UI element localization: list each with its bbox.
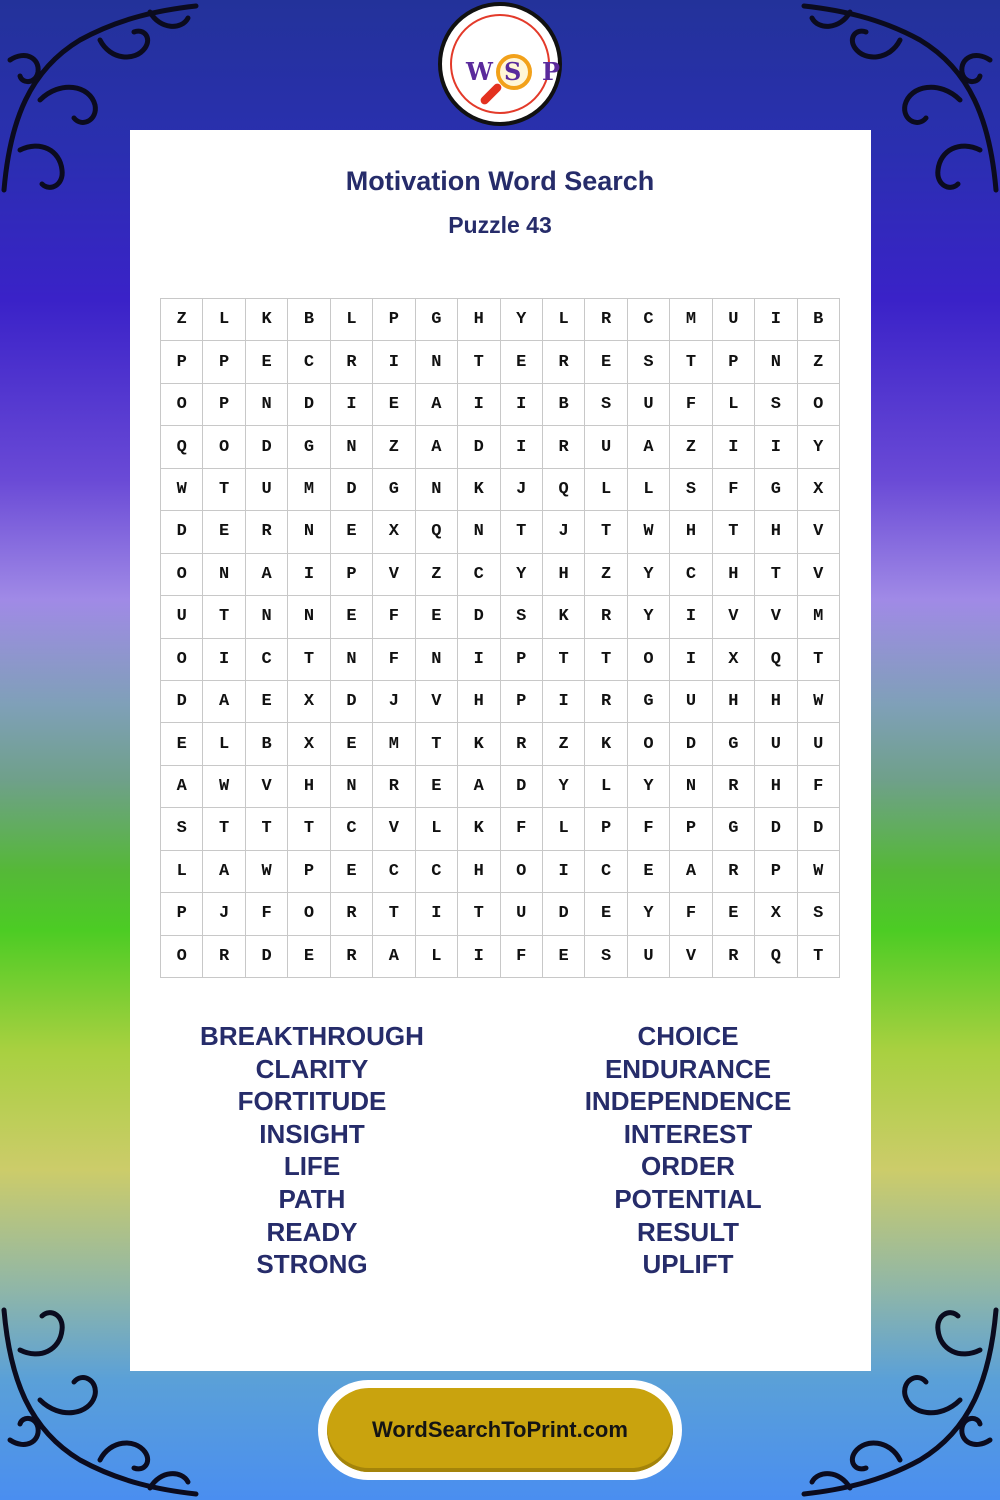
grid-cell[interactable]: X bbox=[713, 639, 755, 681]
grid-cell[interactable]: R bbox=[543, 341, 585, 383]
grid-cell[interactable]: I bbox=[543, 851, 585, 893]
word-list-item: ORDER bbox=[641, 1151, 735, 1182]
grid-cell[interactable]: O bbox=[161, 936, 203, 978]
grid-cell[interactable]: F bbox=[628, 808, 670, 850]
grid-cell[interactable]: C bbox=[288, 341, 330, 383]
grid-cell[interactable]: P bbox=[161, 893, 203, 935]
grid-cell[interactable]: Q bbox=[755, 639, 797, 681]
grid-cell[interactable]: D bbox=[458, 426, 500, 468]
grid-cell[interactable]: I bbox=[543, 681, 585, 723]
grid-cell[interactable]: C bbox=[331, 808, 373, 850]
grid-cell[interactable]: D bbox=[755, 808, 797, 850]
grid-cell[interactable]: Z bbox=[373, 426, 415, 468]
grid-cell[interactable]: N bbox=[670, 766, 712, 808]
word-list-item: INTEREST bbox=[623, 1118, 753, 1149]
grid-cell[interactable]: E bbox=[331, 596, 373, 638]
grid-cell[interactable]: T bbox=[585, 639, 627, 681]
grid-cell[interactable]: K bbox=[458, 808, 500, 850]
grid-cell[interactable]: E bbox=[713, 893, 755, 935]
grid-cell[interactable]: U bbox=[755, 723, 797, 765]
grid-cell[interactable]: F bbox=[373, 596, 415, 638]
grid-cell[interactable]: F bbox=[246, 893, 288, 935]
grid-cell[interactable]: E bbox=[246, 681, 288, 723]
letter-grid bbox=[160, 298, 840, 978]
grid-cell[interactable]: L bbox=[331, 299, 373, 341]
grid-cell[interactable]: E bbox=[543, 936, 585, 978]
grid-cell[interactable]: K bbox=[543, 596, 585, 638]
grid-cell[interactable]: R bbox=[713, 936, 755, 978]
grid-cell[interactable]: L bbox=[416, 936, 458, 978]
grid-cell[interactable]: W bbox=[798, 851, 840, 893]
grid-cell[interactable]: T bbox=[288, 808, 330, 850]
grid-cell[interactable]: N bbox=[246, 384, 288, 426]
grid-cell[interactable]: E bbox=[331, 723, 373, 765]
grid-cell[interactable]: W bbox=[203, 766, 245, 808]
grid-cell[interactable]: R bbox=[246, 511, 288, 553]
grid-cell[interactable]: W bbox=[628, 511, 670, 553]
grid-cell[interactable]: Y bbox=[628, 766, 670, 808]
grid-cell[interactable]: F bbox=[798, 766, 840, 808]
page-title: Motivation Word Search bbox=[345, 166, 655, 196]
grid-cell[interactable]: I bbox=[458, 384, 500, 426]
word-list-item: ENDURANCE bbox=[604, 1053, 772, 1084]
grid-cell[interactable]: N bbox=[755, 341, 797, 383]
grid-cell[interactable]: L bbox=[585, 469, 627, 511]
grid-cell[interactable]: T bbox=[203, 596, 245, 638]
grid-cell[interactable]: D bbox=[798, 808, 840, 850]
word-list-item: STRONG bbox=[256, 1249, 368, 1280]
grid-cell[interactable]: T bbox=[288, 639, 330, 681]
grid-cell[interactable]: H bbox=[755, 511, 797, 553]
word-list-left bbox=[112, 1020, 512, 1281]
grid-cell[interactable]: D bbox=[161, 511, 203, 553]
grid-cell[interactable]: C bbox=[628, 299, 670, 341]
grid-cell[interactable]: R bbox=[331, 893, 373, 935]
grid-cell[interactable]: Y bbox=[628, 554, 670, 596]
grid-cell[interactable]: L bbox=[585, 766, 627, 808]
grid-cell[interactable]: L bbox=[543, 299, 585, 341]
grid-cell[interactable]: T bbox=[458, 893, 500, 935]
grid-cell[interactable]: W bbox=[246, 851, 288, 893]
word-list-item: INDEPENDENCE bbox=[584, 1086, 792, 1117]
grid-cell[interactable]: Y bbox=[628, 893, 670, 935]
grid-cell[interactable]: S bbox=[585, 384, 627, 426]
grid-cell[interactable]: O bbox=[628, 723, 670, 765]
grid-cell[interactable]: D bbox=[161, 681, 203, 723]
grid-cell[interactable]: P bbox=[373, 299, 415, 341]
word-list-right bbox=[488, 1020, 888, 1281]
grid-cell[interactable]: Z bbox=[161, 299, 203, 341]
grid-cell[interactable]: C bbox=[246, 639, 288, 681]
grid-cell[interactable]: H bbox=[755, 766, 797, 808]
grid-cell[interactable]: E bbox=[585, 893, 627, 935]
grid-cell[interactable]: F bbox=[373, 639, 415, 681]
grid-cell[interactable]: P bbox=[331, 554, 373, 596]
grid-cell[interactable]: K bbox=[585, 723, 627, 765]
grid-cell[interactable]: D bbox=[246, 936, 288, 978]
grid-cell[interactable]: S bbox=[670, 469, 712, 511]
grid-cell[interactable]: A bbox=[161, 766, 203, 808]
grid-cell[interactable]: P bbox=[501, 639, 543, 681]
grid-cell[interactable]: U bbox=[628, 936, 670, 978]
grid-cell[interactable]: I bbox=[501, 384, 543, 426]
grid-cell[interactable]: A bbox=[458, 766, 500, 808]
grid-cell[interactable]: F bbox=[501, 808, 543, 850]
grid-cell[interactable]: E bbox=[288, 936, 330, 978]
grid-cell[interactable]: A bbox=[246, 554, 288, 596]
grid-cell[interactable]: O bbox=[798, 384, 840, 426]
grid-cell[interactable]: B bbox=[246, 723, 288, 765]
grid-cell[interactable]: K bbox=[458, 469, 500, 511]
grid-cell[interactable]: M bbox=[373, 723, 415, 765]
grid-cell[interactable]: U bbox=[670, 681, 712, 723]
grid-cell[interactable]: Q bbox=[161, 426, 203, 468]
grid-cell[interactable]: R bbox=[331, 341, 373, 383]
grid-cell[interactable]: T bbox=[501, 511, 543, 553]
grid-cell[interactable]: N bbox=[203, 554, 245, 596]
grid-cell[interactable]: D bbox=[501, 766, 543, 808]
grid-cell[interactable]: B bbox=[288, 299, 330, 341]
grid-cell[interactable]: H bbox=[543, 554, 585, 596]
grid-cell[interactable]: F bbox=[713, 469, 755, 511]
grid-cell[interactable]: N bbox=[331, 639, 373, 681]
grid-cell[interactable]: T bbox=[713, 511, 755, 553]
grid-cell[interactable]: L bbox=[416, 808, 458, 850]
grid-cell[interactable]: N bbox=[416, 341, 458, 383]
grid-cell[interactable]: C bbox=[585, 851, 627, 893]
grid-cell[interactable]: I bbox=[755, 426, 797, 468]
grid-cell[interactable]: E bbox=[501, 341, 543, 383]
grid-cell[interactable]: N bbox=[458, 511, 500, 553]
grid-cell[interactable]: E bbox=[373, 384, 415, 426]
grid-cell[interactable]: V bbox=[798, 511, 840, 553]
grid-cell[interactable]: G bbox=[755, 469, 797, 511]
grid-cell[interactable]: L bbox=[628, 469, 670, 511]
grid-cell[interactable]: V bbox=[755, 596, 797, 638]
grid-cell[interactable]: O bbox=[288, 893, 330, 935]
grid-cell[interactable]: D bbox=[246, 426, 288, 468]
grid-cell[interactable]: O bbox=[161, 384, 203, 426]
word-list-item: RESULT bbox=[636, 1216, 740, 1247]
grid-cell[interactable]: G bbox=[713, 808, 755, 850]
grid-cell[interactable]: N bbox=[416, 639, 458, 681]
grid-cell[interactable]: P bbox=[288, 851, 330, 893]
grid-cell[interactable]: O bbox=[628, 639, 670, 681]
grid-cell[interactable]: X bbox=[288, 723, 330, 765]
grid-cell[interactable]: D bbox=[543, 893, 585, 935]
grid-cell[interactable]: A bbox=[670, 851, 712, 893]
word-list-item: UPLIFT bbox=[642, 1249, 734, 1280]
grid-cell[interactable]: Q bbox=[755, 936, 797, 978]
grid-cell[interactable]: Y bbox=[798, 426, 840, 468]
word-list-item: CLARITY bbox=[255, 1053, 369, 1084]
grid-cell[interactable]: Y bbox=[543, 766, 585, 808]
grid-cell[interactable]: E bbox=[585, 341, 627, 383]
grid-cell[interactable]: K bbox=[458, 723, 500, 765]
grid-cell[interactable]: K bbox=[246, 299, 288, 341]
grid-cell[interactable]: V bbox=[670, 936, 712, 978]
grid-cell[interactable]: N bbox=[331, 426, 373, 468]
grid-cell[interactable]: R bbox=[501, 723, 543, 765]
grid-cell[interactable]: J bbox=[543, 511, 585, 553]
grid-cell[interactable]: D bbox=[670, 723, 712, 765]
grid-cell[interactable]: T bbox=[373, 893, 415, 935]
grid-cell[interactable]: P bbox=[161, 341, 203, 383]
grid-cell[interactable]: V bbox=[713, 596, 755, 638]
grid-cell[interactable]: V bbox=[373, 808, 415, 850]
grid-cell[interactable]: V bbox=[798, 554, 840, 596]
grid-cell[interactable]: A bbox=[628, 426, 670, 468]
grid-cell[interactable]: M bbox=[670, 299, 712, 341]
grid-cell[interactable]: Y bbox=[501, 299, 543, 341]
grid-cell[interactable]: J bbox=[501, 469, 543, 511]
grid-cell[interactable]: G bbox=[713, 723, 755, 765]
grid-cell[interactable]: L bbox=[713, 384, 755, 426]
grid-cell[interactable]: V bbox=[246, 766, 288, 808]
grid-cell[interactable]: R bbox=[585, 299, 627, 341]
grid-cell[interactable]: A bbox=[203, 851, 245, 893]
grid-cell[interactable]: U bbox=[246, 469, 288, 511]
grid-cell[interactable]: T bbox=[458, 341, 500, 383]
grid-cell[interactable]: T bbox=[798, 936, 840, 978]
grid-cell[interactable]: M bbox=[288, 469, 330, 511]
grid-cell[interactable]: P bbox=[713, 341, 755, 383]
grid-cell[interactable]: Z bbox=[585, 554, 627, 596]
grid-cell[interactable]: Q bbox=[416, 511, 458, 553]
grid-cell[interactable]: Q bbox=[543, 469, 585, 511]
grid-cell[interactable]: P bbox=[755, 851, 797, 893]
grid-cell[interactable]: X bbox=[798, 469, 840, 511]
grid-cell[interactable]: P bbox=[501, 681, 543, 723]
grid-cell[interactable]: X bbox=[288, 681, 330, 723]
grid-cell[interactable]: S bbox=[755, 384, 797, 426]
word-list-item: INSIGHT bbox=[259, 1118, 365, 1149]
grid-cell[interactable]: E bbox=[331, 851, 373, 893]
grid-cell[interactable]: O bbox=[161, 554, 203, 596]
grid-cell[interactable]: J bbox=[373, 681, 415, 723]
grid-cell[interactable]: H bbox=[713, 681, 755, 723]
grid-cell[interactable]: N bbox=[331, 766, 373, 808]
grid-cell[interactable]: I bbox=[670, 596, 712, 638]
grid-cell[interactable]: R bbox=[203, 936, 245, 978]
grid-cell[interactable]: I bbox=[373, 341, 415, 383]
grid-cell[interactable]: T bbox=[246, 808, 288, 850]
grid-cell[interactable]: Y bbox=[628, 596, 670, 638]
grid-cell[interactable]: T bbox=[755, 554, 797, 596]
grid-cell[interactable]: G bbox=[416, 299, 458, 341]
grid-cell[interactable]: H bbox=[755, 681, 797, 723]
grid-cell[interactable]: R bbox=[331, 936, 373, 978]
grid-cell[interactable]: S bbox=[628, 341, 670, 383]
grid-cell[interactable]: B bbox=[543, 384, 585, 426]
grid-cell[interactable]: N bbox=[416, 469, 458, 511]
grid-cell[interactable]: E bbox=[161, 723, 203, 765]
grid-cell[interactable]: O bbox=[161, 639, 203, 681]
grid-cell[interactable]: D bbox=[288, 384, 330, 426]
grid-cell[interactable]: E bbox=[628, 851, 670, 893]
logo-letter-s: S bbox=[504, 57, 522, 86]
grid-cell[interactable]: C bbox=[416, 851, 458, 893]
grid-cell[interactable]: Y bbox=[501, 554, 543, 596]
grid-cell[interactable]: H bbox=[458, 299, 500, 341]
grid-cell[interactable]: W bbox=[798, 681, 840, 723]
logo-letter-w: W bbox=[466, 57, 493, 86]
grid-cell[interactable]: T bbox=[543, 639, 585, 681]
grid-cell[interactable]: T bbox=[585, 511, 627, 553]
grid-cell[interactable]: O bbox=[203, 426, 245, 468]
logo-ring bbox=[450, 14, 561, 114]
grid-cell[interactable]: N bbox=[288, 511, 330, 553]
grid-cell[interactable]: V bbox=[416, 681, 458, 723]
grid-cell[interactable]: I bbox=[416, 893, 458, 935]
grid-cell[interactable]: D bbox=[458, 596, 500, 638]
grid-cell[interactable]: Z bbox=[670, 426, 712, 468]
grid-cell[interactable]: G bbox=[288, 426, 330, 468]
grid-cell[interactable]: C bbox=[373, 851, 415, 893]
grid-cell[interactable]: N bbox=[246, 596, 288, 638]
grid-cell[interactable]: C bbox=[458, 554, 500, 596]
grid-cell[interactable]: I bbox=[458, 936, 500, 978]
grid-cell[interactable]: I bbox=[501, 426, 543, 468]
grid-cell[interactable]: F bbox=[670, 893, 712, 935]
wsp-logo[interactable] bbox=[438, 2, 562, 126]
puzzle-number: Puzzle 43 bbox=[448, 212, 552, 238]
word-list-item: POTENTIAL bbox=[614, 1183, 762, 1214]
grid-cell[interactable]: L bbox=[543, 808, 585, 850]
grid-cell[interactable]: O bbox=[501, 851, 543, 893]
grid-cell[interactable]: R bbox=[585, 681, 627, 723]
grid-cell[interactable]: T bbox=[203, 808, 245, 850]
grid-cell[interactable]: U bbox=[161, 596, 203, 638]
grid-cell[interactable]: U bbox=[798, 723, 840, 765]
word-list-item: PATH bbox=[278, 1183, 346, 1214]
grid-cell[interactable]: H bbox=[713, 554, 755, 596]
word-list-item: FORTITUDE bbox=[237, 1086, 387, 1117]
grid-cell[interactable]: T bbox=[670, 341, 712, 383]
grid-cell[interactable]: D bbox=[331, 681, 373, 723]
grid-cell[interactable]: R bbox=[713, 851, 755, 893]
grid-cell[interactable]: E bbox=[246, 341, 288, 383]
grid-cell[interactable]: A bbox=[203, 681, 245, 723]
grid-cell[interactable]: R bbox=[585, 596, 627, 638]
grid-cell[interactable]: L bbox=[203, 299, 245, 341]
grid-cell[interactable]: H bbox=[288, 766, 330, 808]
grid-cell[interactable]: V bbox=[373, 554, 415, 596]
grid-cell[interactable]: I bbox=[670, 639, 712, 681]
grid-cell[interactable]: T bbox=[203, 469, 245, 511]
grid-cell[interactable]: Z bbox=[416, 554, 458, 596]
grid-cell[interactable]: I bbox=[713, 426, 755, 468]
grid-cell[interactable]: R bbox=[373, 766, 415, 808]
grid-cell[interactable]: M bbox=[798, 596, 840, 638]
word-list-item: BREAKTHROUGH bbox=[200, 1021, 424, 1051]
grid-cell[interactable]: H bbox=[670, 511, 712, 553]
grid-cell[interactable]: L bbox=[203, 723, 245, 765]
grid-cell[interactable]: R bbox=[713, 766, 755, 808]
website-link-button[interactable]: WordSearchToPrint.com bbox=[327, 1388, 673, 1472]
grid-cell[interactable]: S bbox=[501, 596, 543, 638]
grid-cell[interactable]: R bbox=[543, 426, 585, 468]
grid-cell[interactable]: E bbox=[416, 766, 458, 808]
grid-cell[interactable]: U bbox=[501, 893, 543, 935]
grid-cell[interactable]: G bbox=[628, 681, 670, 723]
grid-cell[interactable]: C bbox=[670, 554, 712, 596]
grid-cell[interactable]: J bbox=[203, 893, 245, 935]
grid-cell[interactable]: E bbox=[331, 511, 373, 553]
grid-cell[interactable]: Z bbox=[798, 341, 840, 383]
grid-cell[interactable]: S bbox=[585, 936, 627, 978]
grid-cell[interactable]: U bbox=[628, 384, 670, 426]
grid-cell[interactable]: T bbox=[416, 723, 458, 765]
grid-cell[interactable]: S bbox=[161, 808, 203, 850]
grid-cell[interactable]: G bbox=[373, 469, 415, 511]
grid-cell[interactable]: U bbox=[713, 299, 755, 341]
grid-cell[interactable]: P bbox=[670, 808, 712, 850]
grid-cell[interactable]: I bbox=[331, 384, 373, 426]
grid-cell[interactable]: N bbox=[288, 596, 330, 638]
grid-cell[interactable]: B bbox=[798, 299, 840, 341]
grid-cell[interactable]: D bbox=[331, 469, 373, 511]
grid-cell[interactable]: A bbox=[416, 426, 458, 468]
grid-cell[interactable]: I bbox=[458, 639, 500, 681]
grid-cell[interactable]: T bbox=[798, 639, 840, 681]
grid-cell[interactable]: H bbox=[458, 681, 500, 723]
grid-cell[interactable]: X bbox=[755, 893, 797, 935]
grid-cell[interactable]: W bbox=[161, 469, 203, 511]
word-list-item: READY bbox=[266, 1216, 358, 1247]
grid-cell[interactable]: F bbox=[670, 384, 712, 426]
grid-cell[interactable]: S bbox=[798, 893, 840, 935]
grid-cell[interactable]: A bbox=[416, 384, 458, 426]
word-list-item: CHOICE bbox=[637, 1021, 739, 1051]
grid-cell[interactable]: Z bbox=[543, 723, 585, 765]
grid-cell[interactable]: F bbox=[501, 936, 543, 978]
word-list-item: LIFE bbox=[283, 1151, 341, 1182]
grid-cell[interactable]: P bbox=[203, 384, 245, 426]
grid-cell[interactable]: P bbox=[585, 808, 627, 850]
grid-cell[interactable]: E bbox=[203, 511, 245, 553]
grid-cell[interactable]: E bbox=[416, 596, 458, 638]
grid-cell[interactable]: L bbox=[161, 851, 203, 893]
grid-cell[interactable]: U bbox=[585, 426, 627, 468]
grid-cell[interactable]: I bbox=[203, 639, 245, 681]
grid-cell[interactable]: P bbox=[203, 341, 245, 383]
grid-cell[interactable]: X bbox=[373, 511, 415, 553]
logo-letter-p: P bbox=[542, 57, 561, 86]
grid-cell[interactable]: I bbox=[755, 299, 797, 341]
grid-cell[interactable]: A bbox=[373, 936, 415, 978]
grid-cell[interactable]: I bbox=[288, 554, 330, 596]
grid-cell[interactable]: H bbox=[458, 851, 500, 893]
